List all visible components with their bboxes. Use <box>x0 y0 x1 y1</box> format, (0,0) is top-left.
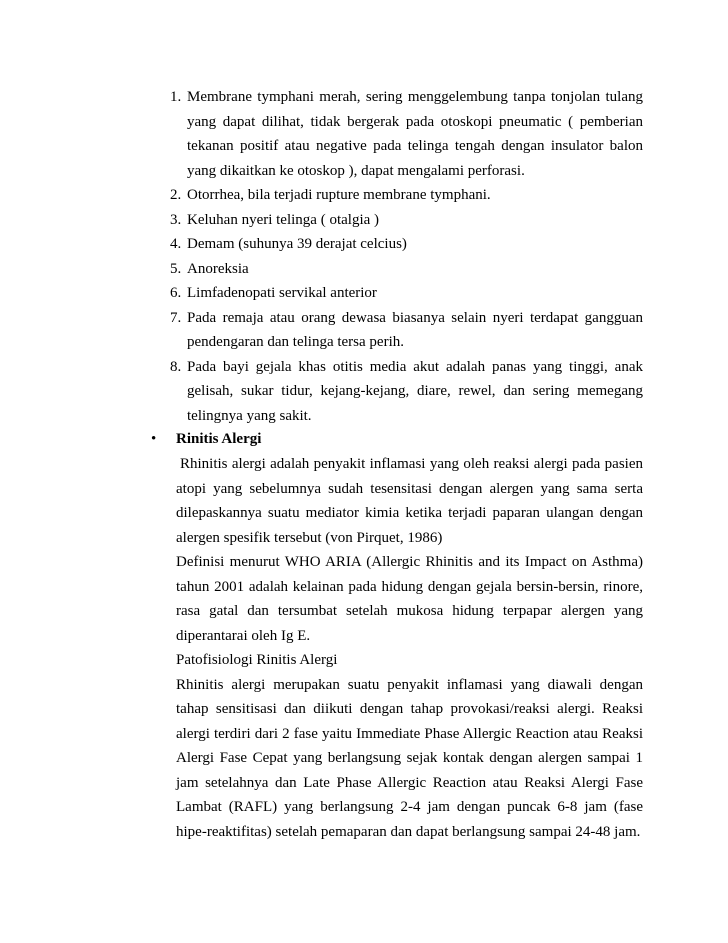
subheading-patofisiologi: Patofisiologi Rinitis Alergi <box>176 652 338 668</box>
list-item <box>160 208 643 233</box>
paragraph-who-aria: Definisi menurut WHO ARIA (Allergic Rhinitis and its Impact on Asthma) tahun 2001 adalah kelainan pada hidung dengan gejala bersin-bersin, rinore, rasa gatal dan tersumbat setelah mukosa hidung terpapar alergen yang diperantarai oleh Ig E. <box>176 554 643 644</box>
paragraph-definition: Rhinitis alergi adalah penyakit inflamasi yang oleh reaksi alergi pada pasien atopi yang sebelumnya sudah tesensitasi dengan alergen yang sama serta dilepaskannya suatu mediator kimia ketika terjadi paparan ulangan dengan alergen spesifik tersebut (von Pirquet, 1986) <box>176 456 643 546</box>
bullet-icon: • <box>151 431 157 447</box>
list-number: 4. <box>170 236 182 252</box>
list-number: 5. <box>170 260 182 277</box>
paragraph-patofisiologi: Rhinitis alergi merupakan suatu penyakit inflamasi yang diawali dengan tahap sensitisasi dan diikuti dengan tahap provokasi/reaksi alergi. Reaksi alergi terdiri dari 2 fase yaitu Immediate Phase Allergic Reaction atau Reaksi Alergi Fase Cepat yang berlangsung sejak kontak dengan alergen sampai 1 jam setelahnya dan Late Phase Allergic Reaction atau Reaksi Alergi Fase Lambat (RAFL) yang berlangsung 2-4 jam dengan puncak 6-8 jam (fase hipe-reaktifitas) setelah pemaparan dan dapat berlangsung sampai 24-48 jam. <box>176 676 643 840</box>
list-number: 2. <box>170 187 182 203</box>
list-item-text: Limfadenopati servikal anterior <box>187 285 377 301</box>
list-item-text: Pada remaja atau orang dewasa biasanya selain nyeri terdapat gangguan pendengaran dan telinga tersa perih. <box>187 309 643 350</box>
section-heading: Rinitis Alergi <box>176 431 262 447</box>
list-item <box>160 232 643 257</box>
list-number: 7. <box>170 309 182 326</box>
list-item <box>160 306 643 355</box>
list-item-text: Pada bayi gejala khas otitis media akut adalah panas yang tinggi, anak gelisah, sukar tidur, kejang-kejang, diare, rewel, dan sering memegang telingnya yang sakit. <box>187 358 643 424</box>
list-item <box>160 85 643 183</box>
symptom-list <box>160 85 643 428</box>
list-item-text: Membrane tymphani merah, sering menggelembung tanpa tonjolan tulang yang dapat dilihat, tidak bergerak pada otoskopi pneumatic ( pemberian tekanan positif atau negative pada telinga tengah dengan insulator balon yang dikaitkan ke otoskop ), dapat mengalami perforasi. <box>187 89 643 179</box>
list-item-text: Keluhan nyeri telinga ( otalgia ) <box>187 211 380 228</box>
list-item <box>160 183 643 208</box>
list-number: 3. <box>170 211 182 228</box>
list-item <box>160 281 643 306</box>
list-number: 8. <box>170 358 182 375</box>
list-item <box>160 257 643 282</box>
list-number: 1. <box>170 89 182 105</box>
list-item-text: Demam (suhunya 39 derajat celcius) <box>187 236 407 252</box>
list-number: 6. <box>170 285 182 301</box>
list-item <box>160 355 643 429</box>
list-item-text: Otorrhea, bila terjadi rupture membrane tymphani. <box>187 187 491 203</box>
section-body <box>176 452 643 844</box>
list-item-text: Anoreksia <box>187 260 249 277</box>
